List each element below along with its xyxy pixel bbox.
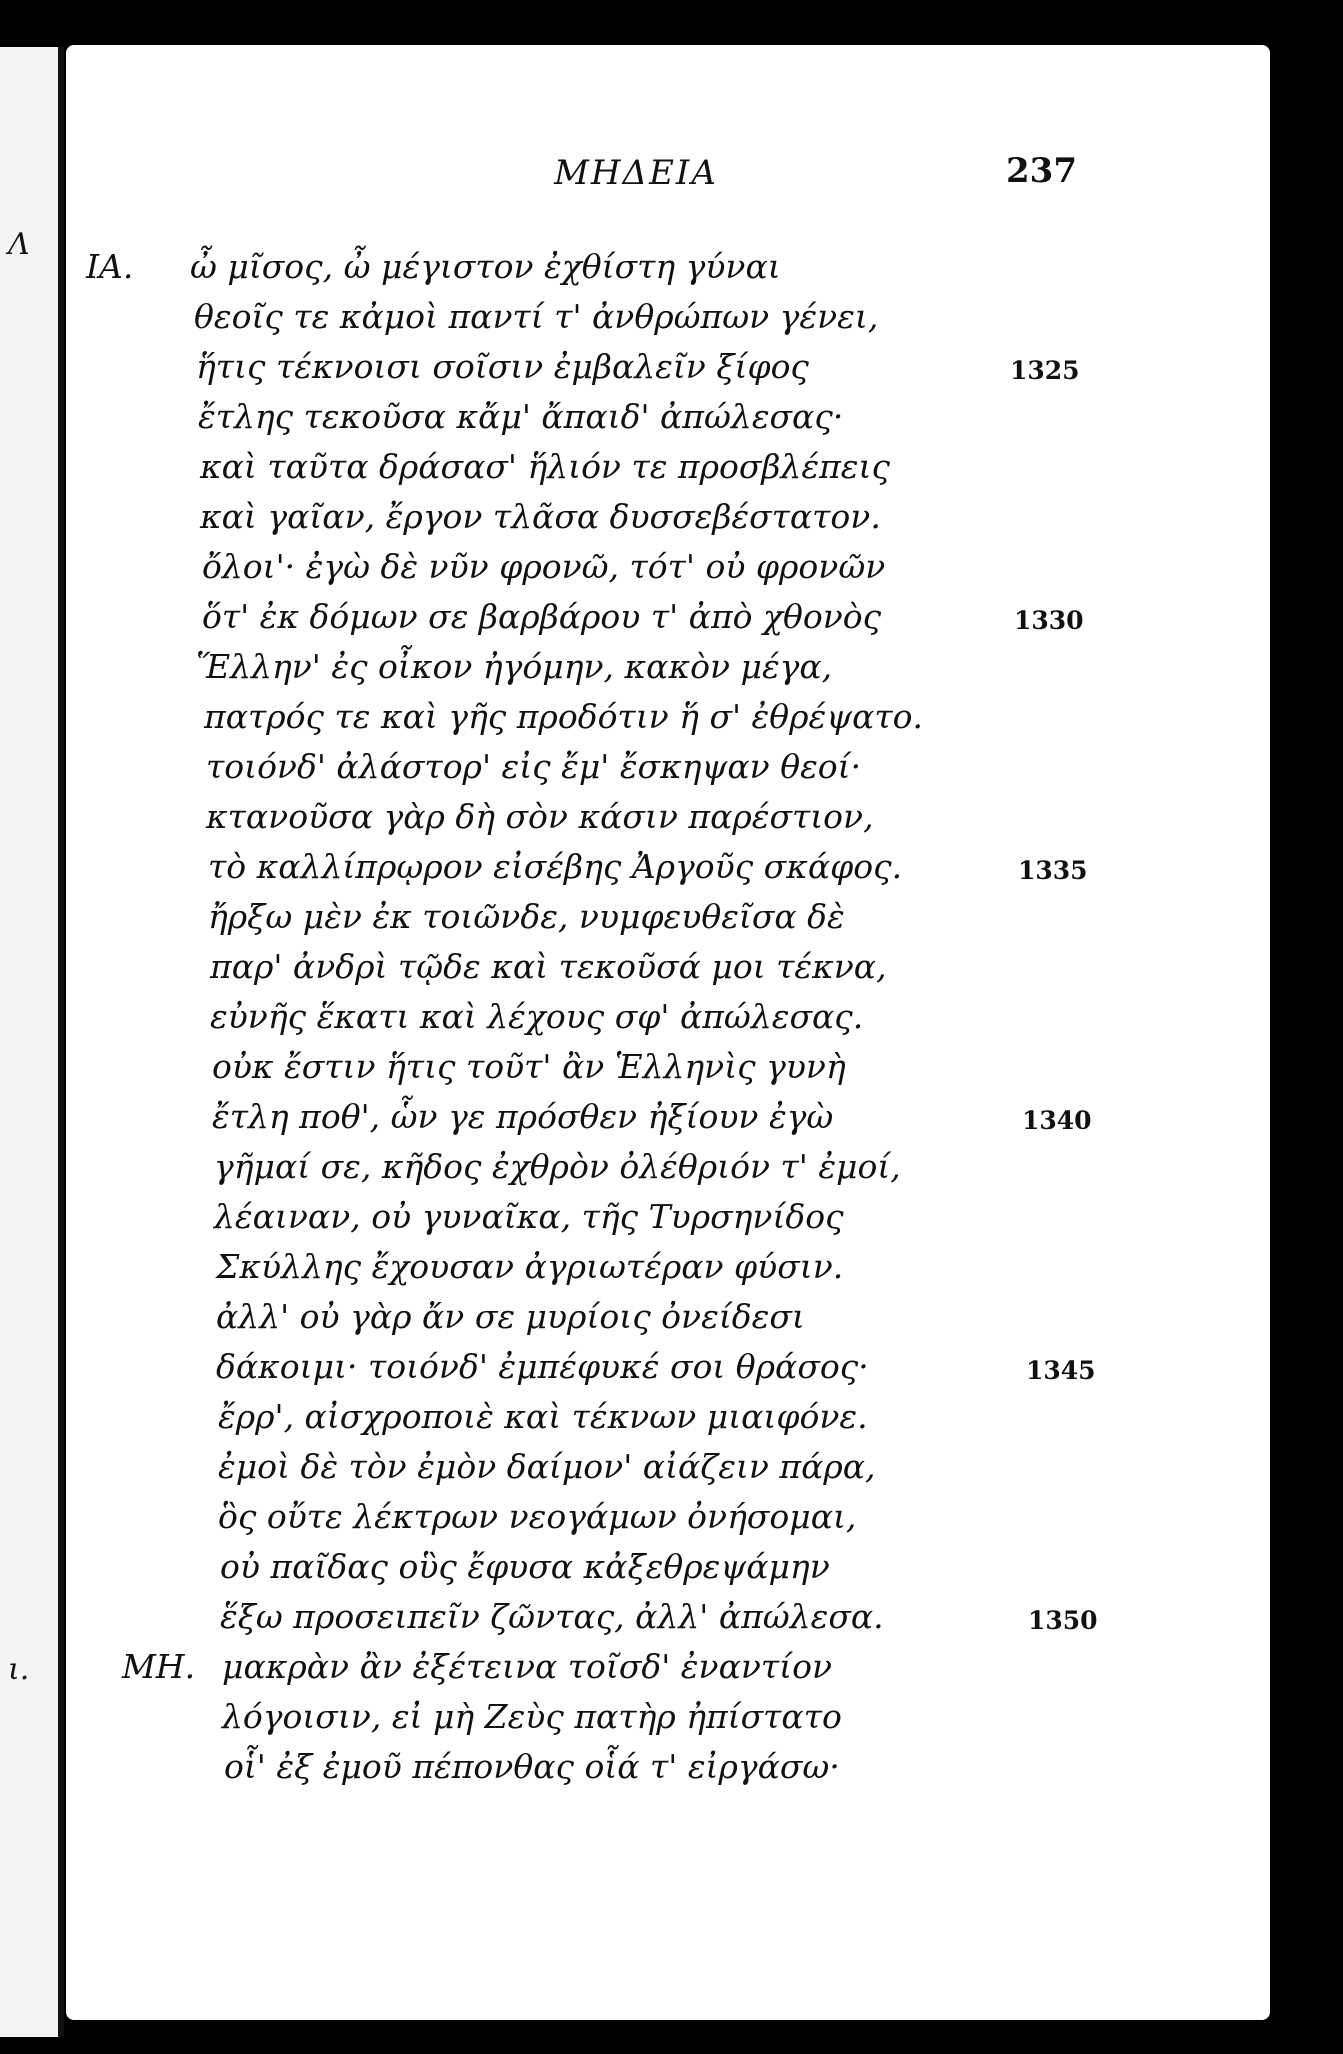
verse-line: Ἕλλην' ἐς οἶκον ἠγόμην, κακὸν μέγα, <box>196 647 833 686</box>
line-number: 1335 <box>1018 856 1088 885</box>
line-number: 1330 <box>1014 606 1084 635</box>
verse-line: λέαιναν, οὐ γυναῖκα, τῆς Τυρσηνίδος <box>214 1197 844 1236</box>
verse-line: ἐμοὶ δὲ τὸν ἐμὸν δαίμον' αἰάζειν πάρα, <box>218 1447 876 1486</box>
verse-line: θεοῖς τε κἀμοὶ παντί τ' ἀνθρώπων γένει, <box>194 297 879 336</box>
page-number: 237 <box>1006 151 1077 191</box>
verse-line: ἔτλη ποθ', ὧν γε πρόσθεν ἠξίουν ἐγὼ <box>212 1097 834 1136</box>
facing-page-edge <box>0 47 64 2037</box>
verse-line: καὶ ταῦτα δράσασ' ἥλιόν τε προσβλέπεις <box>200 447 890 486</box>
verse-line: ἕξω προσειπεῖν ζῶντας, ἀλλ' ἀπώλεσα. <box>220 1597 884 1636</box>
verse-line: ὅτ' ἐκ δόμων σε βαρβάρου τ' ἀπὸ χθονὸς <box>202 597 882 636</box>
verse-line: οὐκ ἔστιν ἥτις τοῦτ' ἂν Ἑλληνὶς γυνὴ <box>212 1047 846 1086</box>
verse-line: ἥτις τέκνοισι σοῖσιν ἐμβαλεῖν ξίφος <box>196 347 809 386</box>
verse-line: ὄλοι'· ἐγὼ δὲ νῦν φρονῶ, τότ' οὐ φρονῶν <box>202 547 886 586</box>
book-page <box>66 45 1270 2020</box>
verse-line: ἤρξω μὲν ἐκ τοιῶνδε, νυμφευθεῖσα δὲ <box>208 897 845 936</box>
verse-line: οἷ' ἐξ ἐμοῦ πέπονθας οἷά τ' εἰργάσω· <box>224 1747 840 1786</box>
margin-fragment: ι. <box>8 1652 30 1687</box>
verse-line: τὸ καλλίπρῳρον εἰσέβης Ἀργοῦς σκάφος. <box>208 847 903 886</box>
verse-line: παρ' ἀνδρὶ τῷδε καὶ τεκοῦσά μοι τέκνα, <box>210 947 887 986</box>
speaker-label-medea: ΜΗ. <box>122 1647 196 1686</box>
line-number: 1340 <box>1022 1106 1092 1135</box>
line-number: 1345 <box>1026 1356 1096 1385</box>
verse-line: καὶ γαῖαν, ἔργον τλᾶσα δυσσεβέστατον. <box>200 497 881 536</box>
verse-line: δάκοιμι· τοιόνδ' ἐμπέφυκέ σοι θράσος· <box>216 1347 869 1386</box>
margin-fragment: Λ <box>8 227 30 262</box>
verse-line: ὦ μῖσος, ὦ μέγιστον ἐχθίστη γύναι <box>190 247 781 286</box>
line-number: 1325 <box>1010 356 1080 385</box>
line-number: 1350 <box>1028 1606 1098 1635</box>
verse-line: οὐ παῖδας οὓς ἔφυσα κἀξεθρεψάμην <box>220 1547 830 1586</box>
verse-line: μακρὰν ἂν ἐξέτεινα τοῖσδ' ἐναντίον <box>222 1647 833 1686</box>
verse-line: ἔρρ', αἰσχροποιὲ καὶ τέκνων μιαιφόνε. <box>218 1397 868 1436</box>
running-title: ΜΗΔΕΙΑ <box>554 153 718 193</box>
verse-line: ἀλλ' οὐ γὰρ ἄν σε μυρίοις ὀνείδεσι <box>216 1297 805 1336</box>
verse-line: ἔτλης τεκοῦσα κἄμ' ἄπαιδ' ἀπώλεσας· <box>198 397 844 436</box>
verse-line: Σκύλλης ἔχουσαν ἀγριωτέραν φύσιν. <box>216 1247 844 1286</box>
verse-line: τοιόνδ' ἀλάστορ' εἰς ἔμ' ἔσκηψαν θεοί· <box>206 747 862 786</box>
verse-line: γῆμαί σε, κῆδος ἐχθρὸν ὀλέθριόν τ' ἐμοί, <box>214 1147 901 1186</box>
verse-line: λόγοισιν, εἰ μὴ Ζεὺς πατὴρ ἠπίστατο <box>222 1697 842 1736</box>
verse-line: κτανοῦσα γὰρ δὴ σὸν κάσιν παρέστιον, <box>206 797 874 836</box>
verse-line: ὃς οὔτε λέκτρων νεογάμων ὀνήσομαι, <box>218 1497 857 1536</box>
verse-line: εὐνῆς ἕκατι καὶ λέχους σφ' ἀπώλεσας. <box>210 997 864 1036</box>
verse-line: πατρός τε καὶ γῆς προδότιν ἥ σ' ἐθρέψατο. <box>204 697 923 736</box>
speaker-label-jason: ΙΑ. <box>86 247 134 286</box>
